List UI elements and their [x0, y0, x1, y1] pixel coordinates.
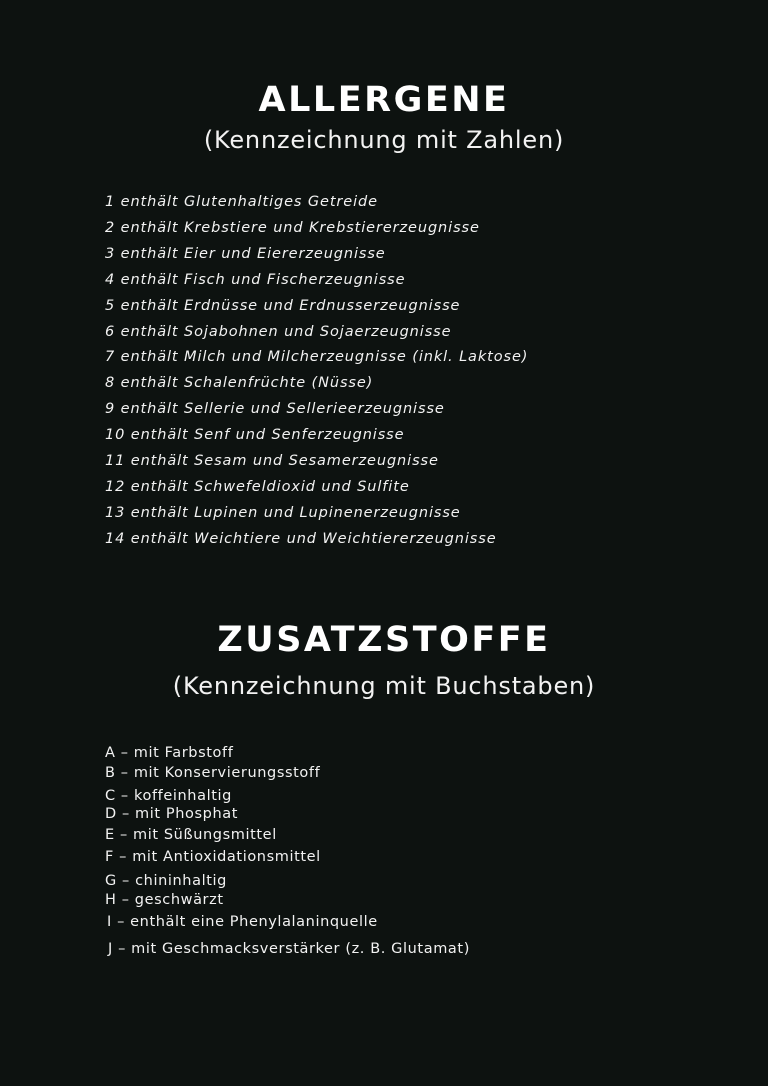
- allergen-item-13: 13 enthält Lupinen und Lupinenerzeugnisse: [105, 504, 461, 521]
- additive-item-j: J – mit Geschmacksverstärker (z. B. Glutamat): [108, 941, 470, 957]
- additives-title: ZUSATZSTOFFE: [217, 620, 551, 660]
- additive-item-h: H – geschwärzt: [105, 892, 224, 908]
- allergen-item-2: 2 enthält Krebstiere und Krebstiererzeugnisse: [105, 219, 480, 236]
- allergen-item-9: 9 enthält Sellerie und Sellerieerzeugnisse: [105, 401, 445, 418]
- allergen-item-4: 4 enthält Fisch und Fischerzeugnisse: [105, 271, 406, 288]
- allergen-item-10: 10 enthält Senf und Senferzeugnisse: [105, 427, 405, 444]
- allergen-item-8: 8 enthält Schalenfrüchte (Nüsse): [105, 375, 374, 392]
- additive-item-f: F – mit Antioxidationsmittel: [105, 849, 321, 865]
- allergen-item-7: 7 enthält Milch und Milcherzeugnisse (inkl. Laktose): [105, 349, 529, 366]
- additive-item-d: D – mit Phosphat: [105, 806, 239, 822]
- additive-item-g: G – chininhaltig: [105, 873, 227, 889]
- allergen-item-6: 6 enthält Sojabohnen und Sojaerzeugnisse: [105, 323, 452, 340]
- allergens-subtitle: (Kennzeichnung mit Zahlen): [203, 126, 565, 154]
- allergens-title: ALLERGENE: [258, 80, 510, 120]
- additive-item-e: E – mit Süßungsmittel: [105, 827, 277, 843]
- allergen-item-11: 11 enthält Sesam und Sesamerzeugnisse: [105, 453, 439, 470]
- additive-item-a: A – mit Farbstoff: [105, 745, 234, 761]
- additive-item-i: I – enthält eine Phenylalaninquelle: [107, 914, 378, 930]
- allergen-item-14: 14 enthält Weichtiere und Weichtiererzeugnisse: [105, 530, 497, 547]
- additive-item-b: B – mit Konservierungsstoff: [105, 765, 321, 781]
- allergen-item-5: 5 enthält Erdnüsse und Erdnusserzeugnisse: [105, 297, 461, 314]
- allergen-list: [105, 190, 528, 553]
- allergen-item-1: 1 enthält Glutenhaltiges Getreide: [105, 194, 378, 210]
- additive-item-c: C – koffeinhaltig: [105, 788, 232, 804]
- additives-subtitle: (Kennzeichnung mit Buchstaben): [172, 672, 596, 700]
- allergen-item-12: 12 enthält Schwefeldioxid und Sulfite: [105, 478, 410, 495]
- allergen-item-3: 3 enthält Eier und Eiererzeugnisse: [105, 245, 386, 262]
